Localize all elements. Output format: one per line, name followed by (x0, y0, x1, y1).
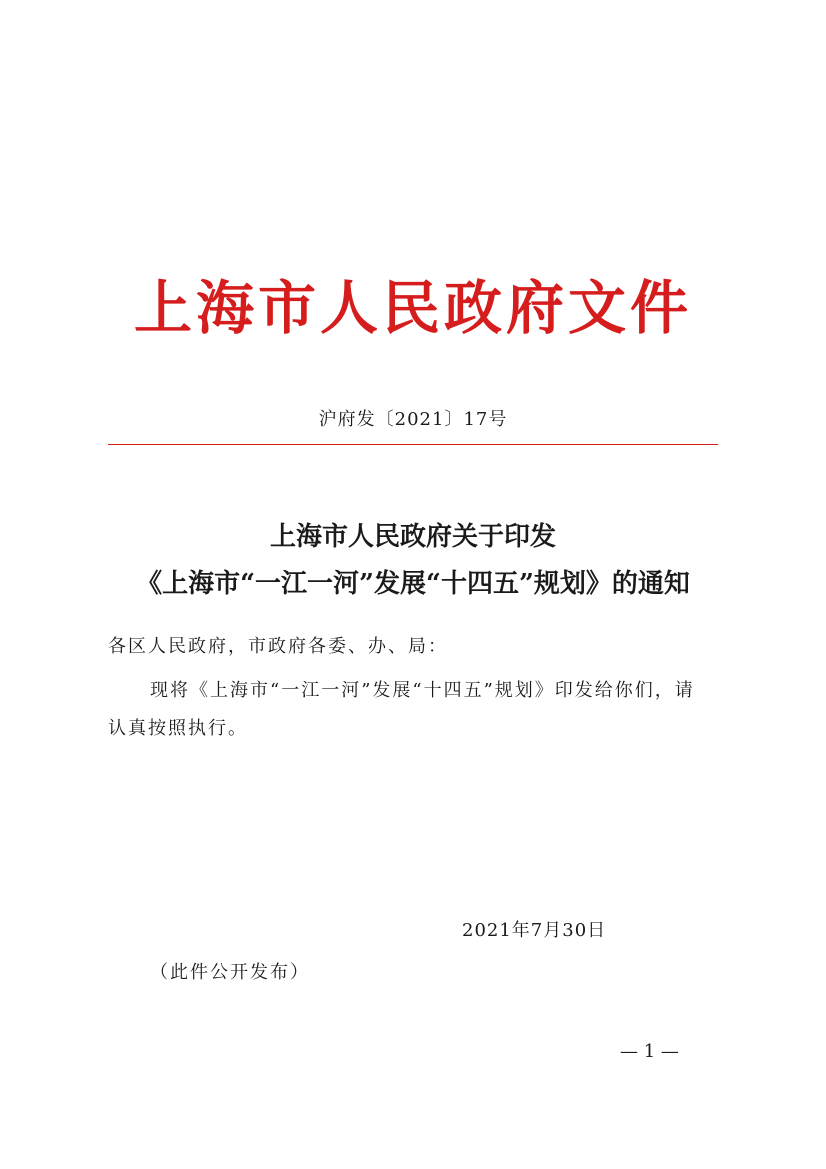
body-paragraph-line2: 认真按照执行。 (108, 718, 248, 739)
page-number: — 1 — (620, 1041, 679, 1062)
document-title-line2: 《上海市“一江一河”发展“十四五”规划》的通知 (136, 569, 690, 599)
issue-date: 2021年7月30日 (462, 920, 607, 941)
document-title-line1: 上海市人民政府关于印发 (269, 522, 556, 552)
recipients-line: 各区人民政府，市政府各委、办、局： (108, 636, 448, 657)
disclosure-note: （此件公开发布） (150, 962, 310, 983)
body-paragraph-line1: 现将《上海市“一江一河”发展“十四五”规划》印发给你们，请 (150, 680, 695, 701)
document-number: 沪府发〔2021〕17号 (318, 409, 508, 430)
red-divider (108, 444, 718, 445)
issuer-header: 上海市人民政府文件 (133, 274, 692, 342)
